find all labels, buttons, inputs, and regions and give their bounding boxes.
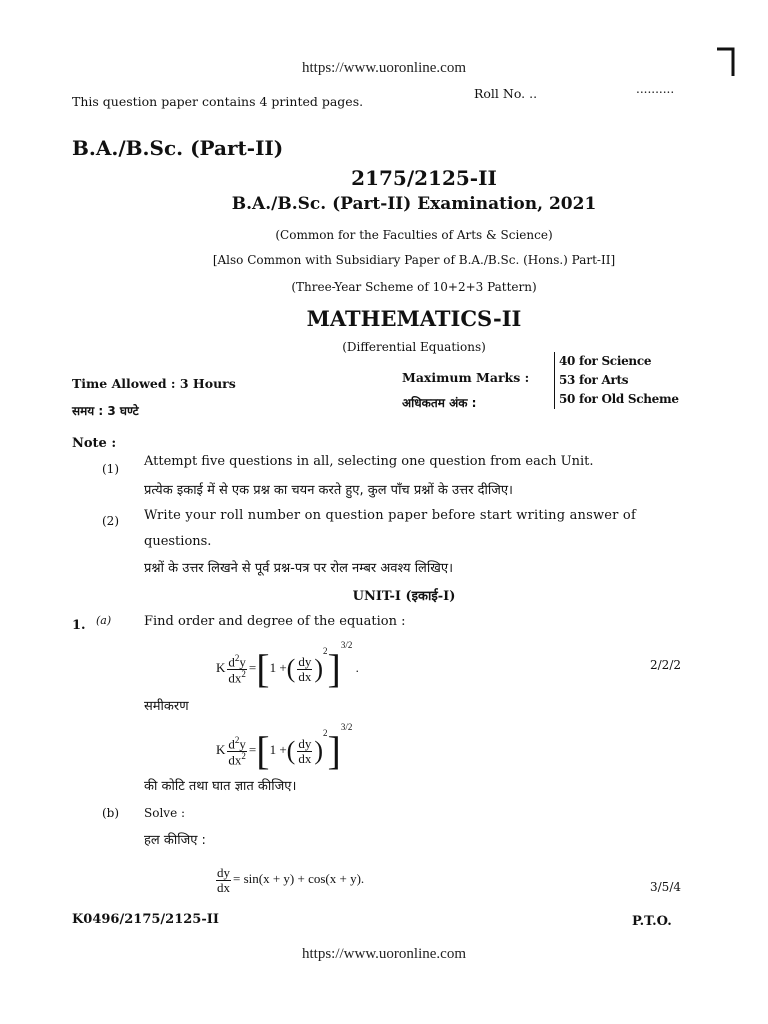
- note-2-num: (2): [102, 514, 119, 528]
- roll-no-label: Roll No. ..: [474, 86, 538, 101]
- paper-code: 2175/2125-II: [351, 166, 497, 190]
- footer-pto: P.T.O.: [632, 914, 672, 929]
- eq-dy-dx: $\frac{dy}{dx}$: [298, 653, 312, 684]
- eq-k-2: K: [216, 742, 226, 757]
- eq-d2y-dx2: $\frac{d^2y}{dx^2}$: [228, 652, 246, 685]
- max-marks: Maximum Marks :: [402, 370, 530, 385]
- time-allowed: Time Allowed : 3 Hours: [72, 376, 236, 391]
- q1b-marks: 3/5/4: [650, 880, 681, 894]
- topic: (Differential Equations): [342, 340, 486, 354]
- q1a-marks: 2/2/2: [650, 658, 681, 672]
- q1b-equation: [214, 866, 364, 894]
- q1a-hindi-label: समीकरण: [144, 699, 189, 714]
- corner-mark: [717, 46, 735, 76]
- eq-b-dy-dx: $\frac{dy}{dx}$: [217, 865, 230, 895]
- marks-old-scheme: 50 for Old Scheme: [559, 392, 679, 406]
- max-marks-hindi: अधिकतम अंक :: [402, 396, 477, 410]
- bottom-url: https://www.uoronline.com: [301, 946, 466, 962]
- q1a-prompt: Find order and degree of the equation :: [144, 614, 406, 629]
- eq-square-2: 2: [323, 728, 328, 738]
- eq-dy-dx-2: $\frac{dy}{dx}$: [298, 735, 312, 766]
- eq-d2y-dx2-2: $\frac{d^2y}{dx^2}$: [228, 734, 246, 767]
- marks-science: 40 for Science: [559, 354, 652, 368]
- q1-number: 1.: [72, 618, 86, 633]
- note-title: Note :: [72, 436, 117, 451]
- marks-breakdown: [554, 352, 679, 409]
- eq-exponent-2: 3/2: [340, 722, 353, 732]
- common-faculties: (Common for the Faculties of Arts & Science): [275, 228, 553, 242]
- exam-title: B.A./B.Sc. (Part-II) Examination, 2021: [231, 194, 597, 214]
- roll-no-dots: ..........: [636, 82, 675, 96]
- eq-square: 2: [323, 646, 328, 656]
- q1a-hindi-tail: की कोटि तथा घात ज्ञात कीजिए।: [144, 779, 297, 794]
- pages-note: This question paper contains 4 printed pages.: [72, 94, 364, 109]
- unit-heading: UNIT-I (इकाई-I): [352, 589, 456, 604]
- scheme: (Three-Year Scheme of 10+2+3 Pattern): [291, 280, 537, 294]
- footer-code: K0496/2175/2125-II: [72, 912, 219, 927]
- note-2-en2: questions.: [144, 534, 212, 549]
- q1a-equation-hindi: K $\frac{d^2y}{dx^2}$ =[1 +( $\frac{dy}{dx}$ )$^2$]$^{3/2}$: [216, 722, 353, 774]
- note-1-hi: प्रत्येक इकाई में से एक प्रश्न का चयन करते हुए, कुल पाँच प्रश्नों के उत्तर दीजिए।: [144, 483, 513, 498]
- eq-k: K: [216, 660, 226, 675]
- q1-part-a: (a): [96, 614, 112, 627]
- q1-part-b: (b): [102, 806, 120, 820]
- course-title: B.A./B.Sc. (Part-II): [72, 136, 284, 160]
- eq-b-rhs: = sin(x + y) + cos(x + y).: [233, 871, 365, 887]
- eq-exponent: 3/2: [340, 640, 353, 650]
- note-1-en: Attempt five questions in all, selecting one question from each Unit.: [144, 454, 594, 469]
- also-common: [Also Common with Subsidiary Paper of B.A./B.Sc. (Hons.) Part-II]: [212, 253, 616, 267]
- eq-one: 1 +: [269, 660, 287, 675]
- note-2-en: Write your roll number on question paper before start writing answer of: [144, 508, 636, 523]
- eq-one-2: 1 +: [269, 742, 287, 757]
- note-2-hi: प्रश्नों के उत्तर लिखने से पूर्व प्रश्न-पत्र पर रोल नम्बर अवश्य लिखिए।: [144, 561, 453, 576]
- subject: MATHEMATICS-II: [306, 306, 522, 331]
- top-url: https://www.uoronline.com: [301, 60, 466, 76]
- note-1-num: (1): [102, 462, 119, 476]
- q1a-equation: K $\frac{d^2y}{dx^2}$ =[1 +( $\frac{dy}{dx}$ )$^2$]$^{3/2}$ .: [216, 640, 359, 692]
- time-allowed-hindi: समय : 3 घण्टे: [72, 404, 139, 418]
- q1b-solve: Solve :: [144, 806, 186, 820]
- q1b-solve-hindi: हल कीजिए :: [144, 833, 206, 848]
- marks-arts: 53 for Arts: [559, 373, 629, 387]
